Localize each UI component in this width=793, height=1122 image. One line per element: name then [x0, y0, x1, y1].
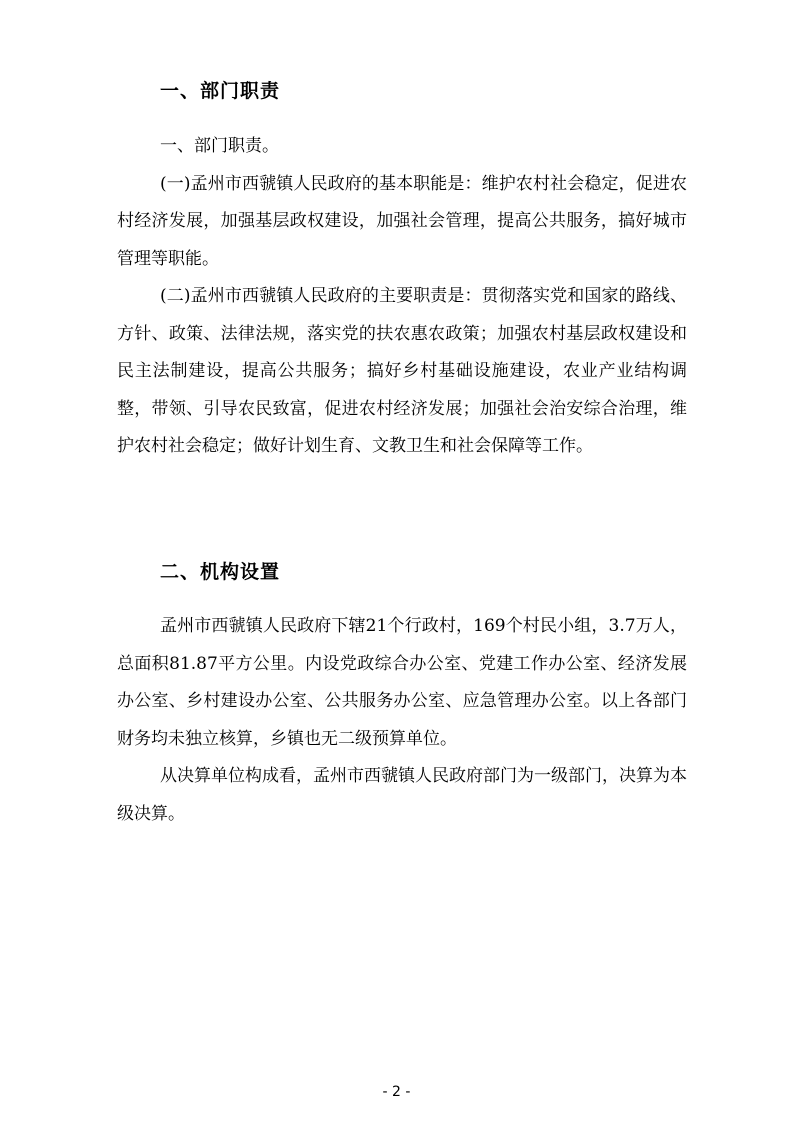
page-number: - 2 - — [382, 1084, 411, 1100]
paragraph-organization-structure: 孟州市西虢镇人民政府下辖21个行政村，169个村民小组，3.7万人，总面积81.87平方公里。内设党政综合办公室、党建工作办公室、经济发展办公室、乡村建设办公室、公共服务办公室、应急管理办公室。以上各部门财务均未独立核算，乡镇也无二级预算单位。 — [117, 616, 687, 749]
paragraph-budget-unit: 从决算单位构成看，孟州市西虢镇人民政府部门为一级部门，决算为本级决算。 — [117, 766, 687, 824]
paragraph-duties-intro: 一、部门职责。 — [160, 136, 279, 156]
section-heading-organization: 二、机构设置 — [160, 561, 281, 583]
paragraph-main-responsibilities: (二)孟州市西虢镇人民政府的主要职责是：贯彻落实党和国家的路线、方针、政策、法律法规，落实党的扶农惠农政策；加强农村基层政权建设和民主法制建设，提高公共服务；搞好乡村基础设施建设，农业产业结构调整，带领、引导农民致富，促进农村经济发展；加强社会治安综合治理，维护农村社会稳定；做好计划生育、文教卫生和社会保障等工作。 — [117, 286, 687, 456]
section-heading-duties: 一、部门职责 — [160, 80, 281, 102]
section-body-organization — [117, 608, 687, 833]
section-body-duties — [117, 128, 687, 466]
paragraph-basic-functions: (一)孟州市西虢镇人民政府的基本职能是：维护农村社会稳定，促进农村经济发展，加强基层政权建设，加强社会管理，提高公共服务，搞好城市管理等职能。 — [117, 173, 687, 269]
